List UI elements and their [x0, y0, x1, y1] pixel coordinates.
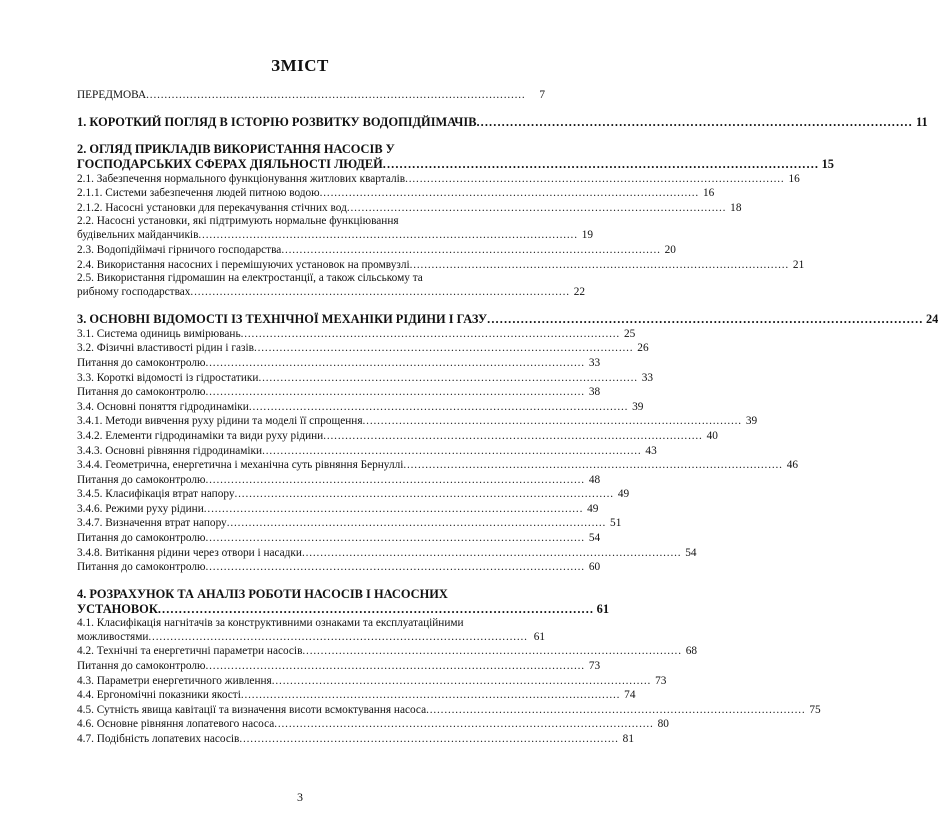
toc-page-number: 18 [730, 201, 742, 214]
toc-page-number: 40 [706, 429, 718, 442]
toc-page-number: 16 [702, 187, 715, 200]
toc-page-number: 20 [664, 243, 676, 256]
toc-page-number: 75 [809, 703, 821, 716]
toc-page-number: 43 [645, 444, 657, 457]
toc-entry [77, 201, 742, 216]
toc-page-number: 74 [624, 689, 636, 702]
toc-entry-self-check [77, 385, 601, 400]
leader-dots [410, 258, 788, 273]
toc-page-number: 80 [657, 718, 669, 731]
toc-entry-text: 2.1. Забезпечення нормального функціонування житлових кварталів [77, 172, 406, 185]
toc-entry [77, 285, 586, 300]
toc-entry-line1: 4.1. Класифікація нагнітачів за конструктивними ознаками та експлуатаційними [77, 616, 464, 629]
leader-dots [405, 172, 783, 187]
toc-entry-preface [77, 88, 545, 103]
toc-entry-text: 4.6. Основне рівняння лопатевого насоса [77, 718, 275, 731]
toc-entry [77, 703, 821, 718]
toc-page-number: 33 [641, 371, 654, 384]
toc-entry [77, 546, 697, 561]
toc-entry-text: 3.4.8. Витікання рідини через отвори і насадки [77, 546, 302, 559]
toc-entry-text: 3.4.6. Режими руху рідини [77, 502, 204, 515]
leader-dots [323, 429, 701, 444]
toc-section-4-line1: 4. РОЗРАХУНОК ТА АНАЛІЗ РОБОТИ НАСОСІВ І НАСОСНИХ [77, 586, 448, 601]
toc-entry-text: рибному господарствах [77, 286, 191, 299]
toc-entry [77, 487, 630, 502]
toc-entry-text: 3.4.7. Визначення втрат напору [77, 517, 227, 530]
toc-page-number: 49 [587, 502, 599, 515]
toc-entry-text: 3.2. Фізичні властивості рідин і газів [77, 342, 254, 355]
leader-dots [204, 502, 582, 517]
leader-dots [347, 201, 725, 216]
toc-page-number: 61 [533, 630, 545, 643]
leader-dots [206, 356, 584, 371]
leader-dots [262, 444, 640, 459]
toc-entry-self-check [77, 659, 601, 674]
toc-section-1 [77, 114, 928, 130]
toc-entry [77, 327, 636, 342]
toc-page-number: 38 [588, 386, 601, 399]
leader-dots [206, 531, 584, 546]
toc-entry [77, 414, 758, 429]
toc-entry-self-check [77, 560, 601, 575]
leader-dots [254, 341, 632, 356]
toc-page-number: 11 [915, 114, 928, 129]
toc-page-number: 73 [655, 674, 667, 687]
toc-entry-line1: 2.5. Використання гідромашин на електростанції, а також сільському та [77, 272, 423, 285]
leader-dots [258, 371, 636, 386]
leader-dots [476, 115, 910, 130]
leader-dots [227, 516, 605, 531]
toc-entry [77, 228, 594, 243]
toc-entry-text: 4.5. Сутність явища кавітації та визначення висоти всмоктування насоса [77, 703, 427, 716]
toc-entry [77, 258, 805, 273]
toc-entry-text: ПЕРЕДМОВА [77, 89, 147, 101]
toc-entry [77, 732, 634, 747]
toc-entry-text: Питання до самоконтролю [77, 532, 206, 545]
toc-page-number: 15 [821, 156, 834, 171]
toc-entry [77, 429, 718, 444]
toc-entry-text: 4.7. Подібність лопатевих насосів [77, 733, 240, 745]
toc-section-2-line1: 2. ОГЛЯД ПРИКЛАДІВ ВИКОРИСТАННЯ НАСОСІВ У [77, 141, 395, 156]
leader-dots [241, 688, 619, 703]
toc-page-number: 46 [786, 459, 798, 472]
leader-dots [274, 717, 652, 732]
toc-entry-text: 4.2. Технічні та енергетичні параметри насосів [77, 645, 303, 658]
leader-dots [249, 400, 627, 415]
toc-page-number: 25 [623, 327, 636, 340]
toc-entry [77, 674, 667, 689]
toc-page-number: 54 [588, 532, 601, 545]
toc-entry [77, 243, 676, 258]
toc-entry [77, 341, 649, 356]
leader-dots [320, 186, 698, 201]
toc-entry [77, 516, 622, 531]
toc-page-number: 54 [685, 546, 697, 559]
toc-entry-text: 4.3. Параметри енергетичного живлення [77, 674, 272, 687]
leader-dots [198, 228, 576, 243]
toc-page-number: 21 [792, 258, 805, 271]
toc-entry-text: 3.4.1. Методи вивчення руху рідини та моделі її спрощення [77, 415, 363, 428]
toc-entry-text: Питання до самоконтролю [77, 561, 206, 574]
toc-entry-text: 3.4.4. Геометрична, енергетична і механічна суть рівняння Бернуллі [77, 459, 404, 472]
toc-page-number: 81 [622, 733, 634, 745]
toc-entry [77, 186, 715, 201]
toc-entry-text: 1. КОРОТКИЙ ПОГЛЯД В ІСТОРІЮ РОЗВИТКУ ВОДОПІДЙІМАЧІВ [77, 114, 477, 129]
leader-dots [281, 243, 659, 258]
leader-dots [403, 458, 781, 473]
leader-dots [206, 473, 584, 488]
toc-entry [77, 444, 657, 459]
leader-dots [190, 285, 568, 300]
toc-entry [77, 717, 669, 732]
leader-dots [146, 88, 528, 103]
toc-page-number: 39 [632, 400, 644, 413]
toc-entry-text: 3.4.5. Класифікація втрат напору [77, 488, 235, 501]
toc-entry-text: 2.3. Водопідйімачі гірничого господарства [77, 243, 282, 256]
toc-entry-text: будівельних майданчиків [77, 229, 199, 242]
toc-entry [77, 630, 545, 645]
toc-page-number: 73 [588, 660, 601, 673]
toc-entry-text: 3.4. Основні поняття гідродинаміки [77, 400, 249, 413]
toc-entry-text: ГОСПОДАРСЬКИХ СФЕРАХ ДІЯЛЬНОСТІ ЛЮДЕЙ [77, 156, 383, 171]
toc-entry-text: Питання до самоконтролю [77, 386, 206, 399]
toc-entry-text: 2.4. Використання насосних і перемішуючих установок на промвузлі [77, 258, 410, 271]
toc-section-3 [77, 311, 938, 327]
toc-entry-text: УСТАНОВОК [77, 601, 158, 616]
toc-entry [77, 502, 599, 517]
leader-dots [302, 644, 680, 659]
leader-dots [158, 602, 592, 617]
toc-entry-line1: 2.2. Насосні установки, які підтримують нормальне функціювання [77, 215, 399, 228]
leader-dots [302, 546, 680, 561]
toc-page-number: 49 [617, 488, 630, 501]
toc-page-number: 26 [637, 342, 649, 355]
leader-dots [239, 732, 617, 747]
toc-page-number: 7 [539, 89, 545, 101]
toc-page-number: 33 [588, 356, 601, 369]
leader-dots [148, 630, 528, 645]
toc-entry [77, 644, 698, 659]
toc-entry-self-check [77, 473, 601, 488]
leader-dots [383, 157, 817, 172]
toc-entry-text: Питання до самоконтролю [77, 473, 206, 486]
toc-entry-text: 3. ОСНОВНІ ВІДОМОСТІ ІЗ ТЕХНІЧНОЇ МЕХАНІКИ РІДИНИ І ГАЗУ [77, 311, 488, 326]
toc-page-number: 48 [588, 473, 601, 486]
table-of-contents [77, 88, 938, 747]
leader-dots [206, 659, 584, 674]
toc-entry [77, 458, 798, 473]
toc-entry-text: Питання до самоконтролю [77, 356, 206, 369]
toc-entry-text: 3.1. Система одиниць вимірювань [77, 327, 241, 340]
toc-entry-self-check [77, 531, 601, 546]
toc-title: ЗМІСТ [271, 56, 329, 75]
toc-page-number: 68 [685, 645, 698, 658]
toc-entry-text: 2.1.2. Насосні установки для перекачування стічних вод [77, 201, 347, 214]
toc-entry-text: 3.4.3. Основні рівняння гідродинаміки [77, 444, 263, 457]
toc-entry [77, 400, 644, 415]
toc-entry-text: 4.4. Ергономічні показники якості [77, 689, 241, 702]
toc-entry-text: Питання до самоконтролю [77, 660, 206, 673]
leader-dots [272, 674, 650, 689]
toc-section-4 [77, 601, 610, 617]
leader-dots [241, 327, 619, 342]
toc-section-2 [77, 156, 834, 172]
leader-dots [235, 487, 613, 502]
toc-entry [77, 688, 636, 703]
toc-entry [77, 371, 654, 386]
page-number: 3 [297, 790, 303, 804]
leader-dots [487, 312, 921, 327]
toc-page-number: 24 [925, 311, 938, 326]
toc-entry-text: 2.1.1. Системи забезпечення людей питною водою [77, 187, 320, 200]
leader-dots [206, 385, 584, 400]
toc-page-number: 22 [573, 286, 586, 299]
toc-entry-self-check [77, 356, 601, 371]
leader-dots [426, 703, 804, 718]
toc-entry-text: 3.4.2. Елементи гідродинаміки та види руху рідини [77, 429, 324, 442]
toc-page-number: 19 [581, 229, 594, 242]
leader-dots [206, 560, 584, 575]
toc-page-number: 51 [610, 517, 622, 530]
leader-dots [363, 414, 741, 429]
toc-entry [77, 172, 800, 187]
toc-page-number: 16 [788, 172, 800, 185]
toc-page-number: 61 [596, 601, 610, 616]
toc-entry-text: можливостями [77, 630, 149, 643]
toc-page-number: 60 [588, 561, 601, 574]
toc-page-number: 39 [745, 415, 758, 428]
toc-entry-text: 3.3. Короткі відомості із гідростатики [77, 371, 259, 384]
